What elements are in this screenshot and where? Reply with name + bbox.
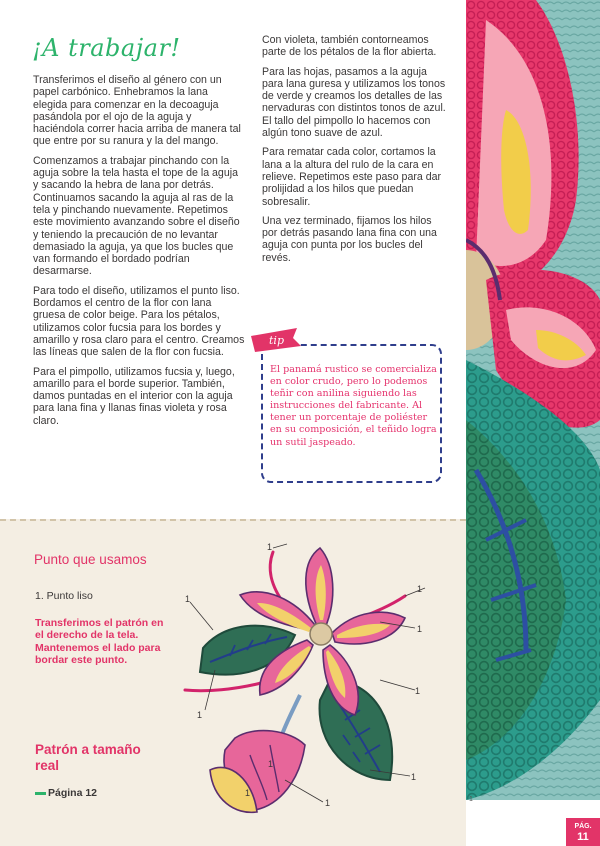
photo-caption: 1 <box>469 796 473 803</box>
paragraph: Con violeta, también contorneamos parte de los pétalos de la flor abierta. <box>262 34 437 59</box>
paragraph: Para todo el diseño, utilizamos el punto liso. Bordamos el centro de la flor con lana gruesa de color beige. Para los pétalos, utilizamos color fucsia para los bordes y amarillo y rosa claro para el centro. Creamos las líneas que salen de la flor con fucsia. <box>33 284 245 359</box>
diagram-label: 1 <box>268 759 274 769</box>
tip-text: El panamá rustico se comercializa en color crudo, pero lo podemos teñir con anilina siguiendo las instrucciones del fabricante. Al tener un porcentaje de poliéster en su composición, el teñido logra un sutil jaspeado. <box>270 364 437 448</box>
page-title: ¡A trabajar! <box>32 34 181 62</box>
page-number-badge <box>566 818 600 846</box>
paragraph: Una vez terminado, fijamos los hilos por detrás pasando lana fina con una aguja con punta por los bucles del revés. <box>262 214 437 264</box>
diagram-label: 1 <box>325 798 331 808</box>
paragraph: Para el pimpollo, utilizamos fucsia y, luego, amarillo para el borde superior. También, damos puntadas en el interior con la aguja para lana fina y llanas finas violeta y rosa claro. <box>33 365 235 427</box>
instructions-column-2 <box>262 34 448 271</box>
diagram-label: 1 <box>415 686 421 696</box>
paragraph: Transferimos el diseño al género con un papel carbónico. Enhebramos la lana elegida para comenzar en la decoaguja pasándola por el ojo de la aguja y haciéndola correr hacia arriba de manera tal que entre por su ranura y la del mango. <box>33 74 241 148</box>
embroidery-illustration <box>466 0 600 800</box>
diagram-label: 1 <box>245 788 251 798</box>
instructions-column-1 <box>33 74 245 434</box>
tip-label: tip <box>269 334 284 347</box>
pattern-page-link[interactable] <box>35 787 97 799</box>
page-number: 11 <box>577 831 589 843</box>
diagram-label: 1 <box>417 624 423 634</box>
pattern-page-label: Página 12 <box>48 787 98 799</box>
diagram-label: 1 <box>197 710 203 720</box>
diagram-label: 1 <box>267 542 273 552</box>
stitch-section-title: Punto que usamos <box>34 552 147 567</box>
diagram-label: 1 <box>417 584 423 594</box>
embroidery-photo <box>466 0 600 800</box>
paragraph: Para rematar cada color, cortamos la lana a la altura del rulo de la cara en relieve. Repetimos este paso para dar prolijidad a los hilos que puedan sobresalir. <box>262 146 442 208</box>
flower-diagram <box>175 530 455 830</box>
tip-tag <box>247 326 303 354</box>
dash-icon <box>35 792 46 795</box>
page-number-label: PÁG. <box>574 823 592 830</box>
diagram-label: 1 <box>411 772 417 782</box>
pattern-title: Patrón a tamaño real <box>35 742 141 773</box>
paragraph: Comenzamos a trabajar pinchando con la aguja sobre la tela hasta el tope de la aguja y sacando la hebra de lana por detrás. Continuamos sacando la aguja al ras de la tela y pinchando nuevamente. Repetimos este movimiento avanzando sobre el diseño y teniendo la precaución de no levantar demasiado la aguja, ya que los bucles que van formando el bordado podrían desarmarse. <box>33 154 240 278</box>
diagram-label: 1 <box>185 594 191 604</box>
paragraph: Para las hojas, pasamos a la aguja para lana guresa y utilizamos los tonos de verde y creamos los detalles de las nervaduras con distintos tonos de azul. El tallo del pimpollo lo hacemos con algún tono suave de azul. <box>262 65 446 140</box>
stitch-instructions: Transferimos el patrón en el derecho de la tela. Mantenemos el lado para bordar este punto. <box>35 617 164 666</box>
stitch-item: 1. Punto liso <box>35 590 93 602</box>
